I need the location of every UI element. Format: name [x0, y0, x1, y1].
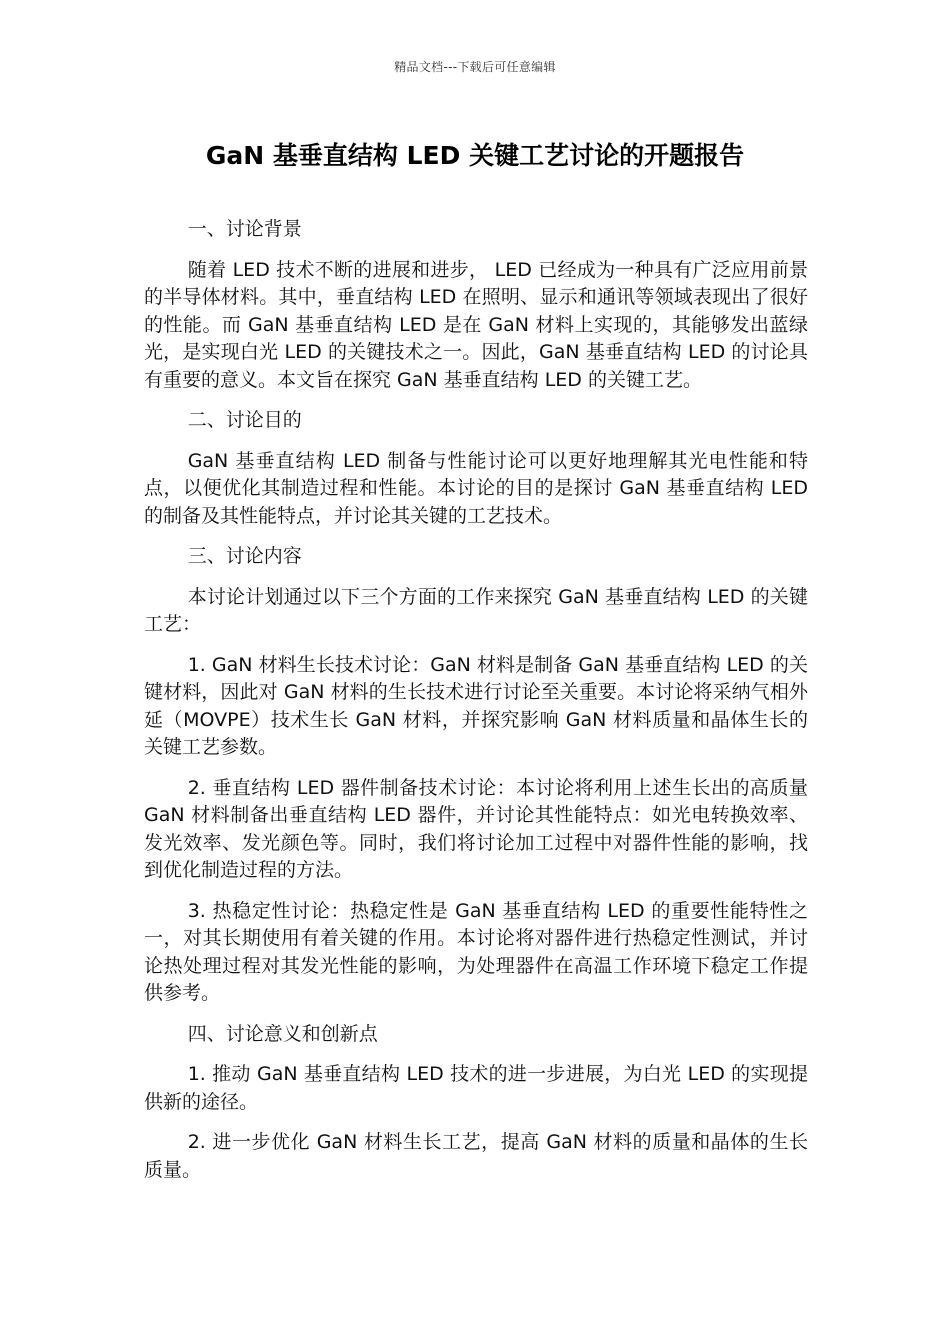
paragraph-significance-item-2: 2. 进一步优化 GaN 材料生长工艺，提高 GaN 材料的质量和晶体的生长质量。 [144, 1131, 808, 1181]
paragraph-purpose: GaN 基垂直结构 LED 制备与性能讨论可以更好地理解其光电性能和特点，以便优化其制造过程和性能。本讨论的目的是探讨 GaN 基垂直结构 LED 的制备及其性能特点，并讨论其关键的工艺技术。 [144, 449, 808, 527]
section-heading-background: 一、讨论背景 [187, 218, 302, 240]
paragraph-content-item-1: 1. GaN 材料生长技术讨论：GaN 材料是制备 GaN 基垂直结构 LED 的关键材料，因此对 GaN 材料的生长技术进行讨论至关重要。本讨论将采纳气相外延（MOVPE）技术生长 GaN 材料，并探究影响 GaN 材料质量和晶体生长的关键工艺参数。 [144, 653, 808, 758]
page-header: 精品文档---下载后可任意编辑 [394, 60, 556, 74]
document-title: GaN 基垂直结构 LED 关键工艺讨论的开题报告 [205, 141, 745, 170]
paragraph-content-item-2: 2. 垂直结构 LED 器件制备技术讨论：本讨论将利用上述生长出的高质量 GaN 材料制备出垂直结构 LED 器件，并讨论其性能特点：如光电转换效率、发光效率、发光颜色等。同时，我们将讨论加工过程中对器件性能的影响，找到优化制造过程的方法。 [144, 776, 808, 881]
section-heading-significance: 四、讨论意义和创新点 [187, 1022, 378, 1045]
paragraph-background: 随着 LED 技术不断的进展和进步， LED 已经成为一种具有广泛应用前景的半导体材料。其中，垂直结构 LED 在照明、显示和通讯等领域表现出了很好的性能。而 GaN 基垂直结构 LED 是在 GaN 材料上实现的，其能够发出蓝绿光，是实现白光 LED 的关键技术之一。因此，GaN 基垂直结构 LED 的讨论具有重要的意义。本文旨在探究 GaN 基垂直结构 LED 的关键工艺。 [144, 258, 808, 391]
document-body [144, 216, 808, 1197]
section-heading-content: 三、讨论内容 [187, 545, 302, 567]
paragraph-content-item-3: 3. 热稳定性讨论：热稳定性是 GaN 基垂直结构 LED 的重要性能特性之一，对其长期使用有着关键的作用。本讨论将对器件进行热稳定性测试，并讨论热处理过程对其发光性能的影响，为处理器件在高温工作环境下稳定工作提供参考。 [144, 899, 808, 1004]
section-heading-purpose: 二、讨论目的 [187, 409, 302, 431]
paragraph-significance-item-1: 1. 推动 GaN 基垂直结构 LED 技术的进一步进展，为白光 LED 的实现提供新的途径。 [144, 1063, 808, 1113]
paragraph-content-intro: 本讨论计划通过以下三个方面的工作来探究 GaN 基垂直结构 LED 的关键工艺： [144, 585, 808, 635]
